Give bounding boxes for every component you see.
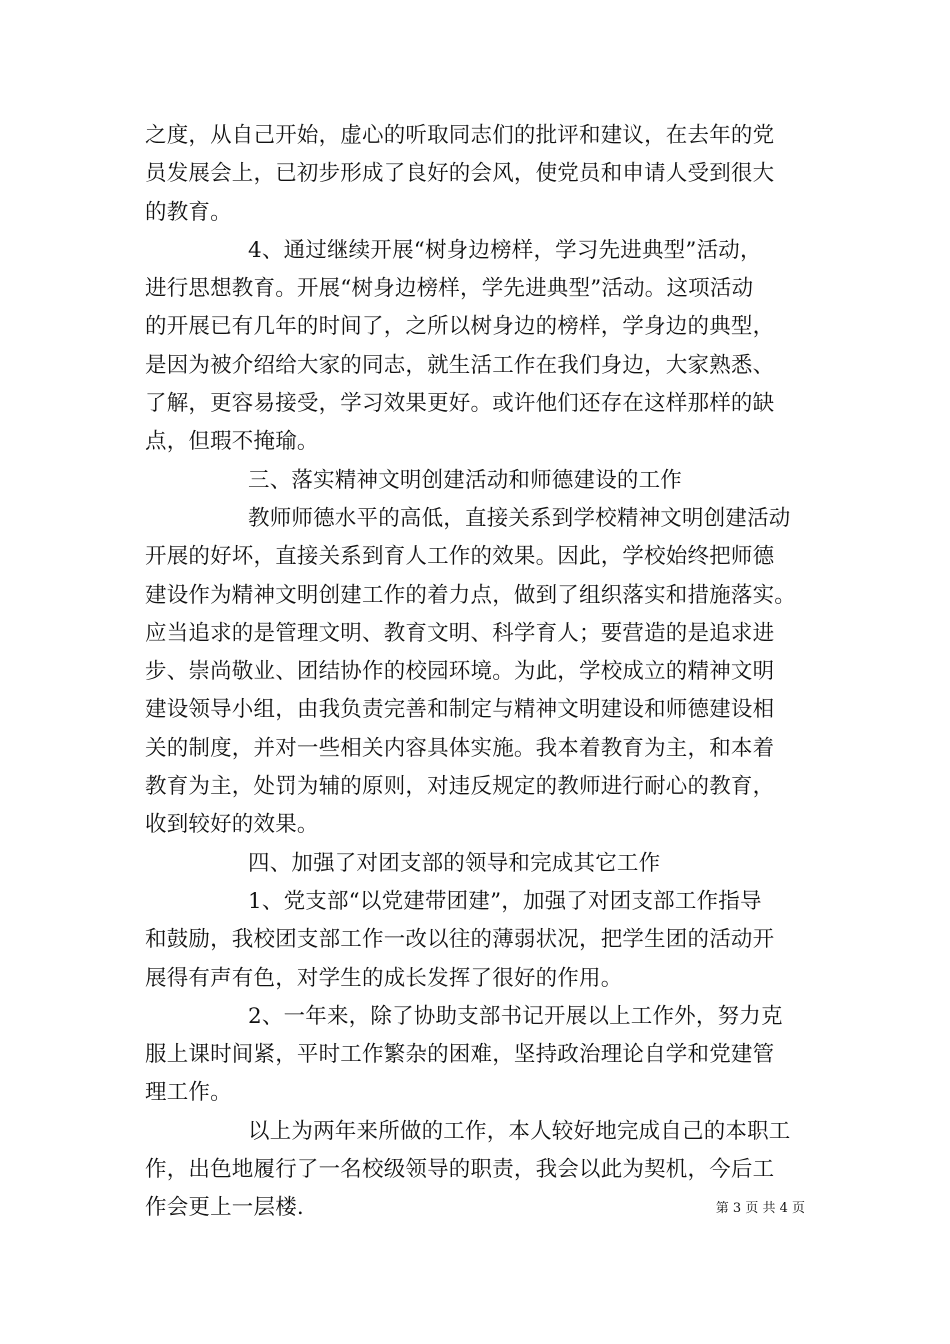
text-line: 的开展已有几年的时间了，之所以树身边的榜样，学身边的典型， — [145, 314, 775, 340]
text-line: 三、落实精神文明创建活动和师德建设的工作 — [248, 467, 683, 493]
text-line: 和鼓励，我校团支部工作一改以往的薄弱状况，把学生团的活动开 — [145, 927, 775, 953]
text-line: 了解，更容易接受，学习效果更好。或许他们还存在这样那样的缺 — [145, 391, 775, 417]
text-line: 教师师德水平的高低，直接关系到学校精神文明创建活动 — [248, 505, 791, 531]
text-line: 收到较好的效果。 — [145, 812, 319, 838]
text-line: 之度，从自己开始，虚心的听取同志们的批评和建议，在去年的党 — [145, 123, 775, 148]
text-line: 作，出色地履行了一名校级领导的职责，我会以此为契机，今后工 — [145, 1157, 775, 1183]
text-line: 应当追求的是管理文明、教育文明、科学育人；要营造的是追求进 — [145, 620, 775, 646]
text-line: 以上为两年来所做的工作，本人较好地完成自己的本职工 — [248, 1118, 791, 1144]
text-line: 是因为被介绍给大家的同志，就生活工作在我们身边，大家熟悉、 — [145, 352, 775, 378]
text-line: 的教育。 — [145, 199, 232, 225]
page-number-footer: 第 3 页 共 4 页 — [715, 1201, 805, 1216]
text-line: 建设领导小组，由我负责完善和制定与精神文明建设和师德建设相 — [145, 697, 775, 723]
text-line: 步、崇尚敬业、团结协作的校园环境。为此，学校成立的精神文明 — [145, 659, 775, 685]
text-line: 建设作为精神文明创建工作的着力点，做到了组织落实和措施落实。 — [145, 582, 797, 608]
text-line: 点，但瑕不掩瑜。 — [145, 429, 319, 455]
text-line: 教育为主，处罚为辅的原则，对违反规定的教师进行耐心的教育， — [145, 774, 775, 800]
text-line: 开展的好坏，直接关系到育人工作的效果。因此，学校始终把师德 — [145, 544, 775, 570]
text-line: 作会更上一层楼. — [145, 1195, 304, 1221]
text-line: 四、加强了对团支部的领导和完成其它工作 — [248, 850, 661, 876]
text-line: 服上课时间紧，平时工作繁杂的困难，坚持政治理论自学和党建管 — [145, 1042, 775, 1068]
text-line: 展得有声有色，对学生的成长发挥了很好的作用。 — [145, 965, 623, 991]
text-line: 关的制度，并对一些相关内容具体实施。我本着教育为主，和本着 — [145, 735, 775, 761]
text-line: 员发展会上，已初步形成了良好的会风，使党员和申请人受到很大 — [145, 161, 775, 187]
body-text — [145, 117, 815, 1228]
text-line: 理工作。 — [145, 1080, 232, 1106]
text-line: 4、通过继续开展“树身边榜样，学习先进典型”活动， — [248, 237, 762, 263]
text-line: 进行思想教育。开展“树身边榜样，学先进典型”活动。这项活动 — [145, 276, 754, 302]
text-line: 1、党支部“以党建带团建”，加强了对团支部工作指导 — [248, 888, 762, 914]
text-line: 2、一年来，除了协助支部书记开展以上工作外，努力克 — [248, 1003, 783, 1029]
